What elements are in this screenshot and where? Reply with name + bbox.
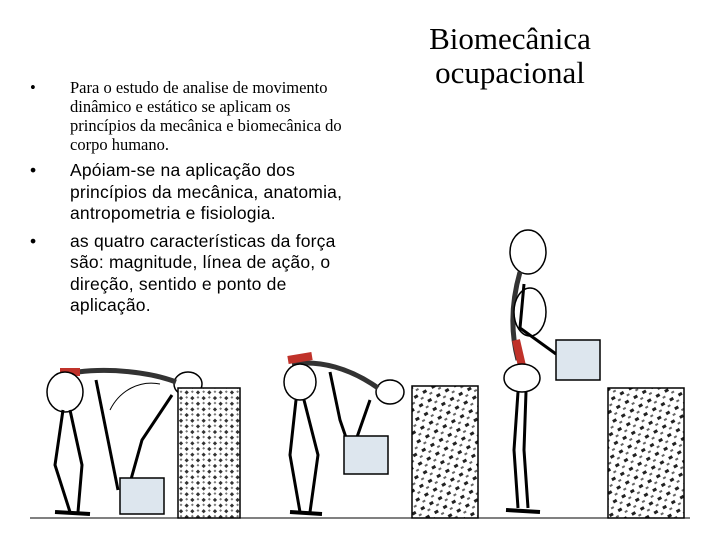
hatched-block-1 [178, 388, 240, 518]
bullet-marker: • [30, 230, 37, 251]
bullet-text: Apóiam-se na aplicação dos princípios da mecânica, anatomia, antropometria e fisiologia. [70, 160, 343, 223]
box-held-3 [556, 340, 600, 380]
bullet-marker: • [30, 160, 37, 180]
skeleton-figure-bent-2 [284, 356, 404, 514]
box-mid-2 [344, 436, 388, 474]
skeleton-figure-upright [504, 230, 556, 512]
hatched-block-2 [412, 386, 478, 518]
bullet-text: as quatro características da força são: magnitude, línea de ação, o direção, sentido e ponto de aplicação. [70, 230, 336, 315]
bullet-text: Para o estudo de analise de movimento dinâmico e estático se aplicam os princípios da mecânica e biomecânica do corpo humano. [70, 78, 342, 154]
title-line-1: Biomecânica [429, 21, 591, 56]
box-low-1 [120, 478, 164, 514]
bullet-marker: • [30, 78, 36, 97]
hatched-block-3 [608, 388, 684, 518]
title-line-2: ocupacional [435, 55, 585, 90]
